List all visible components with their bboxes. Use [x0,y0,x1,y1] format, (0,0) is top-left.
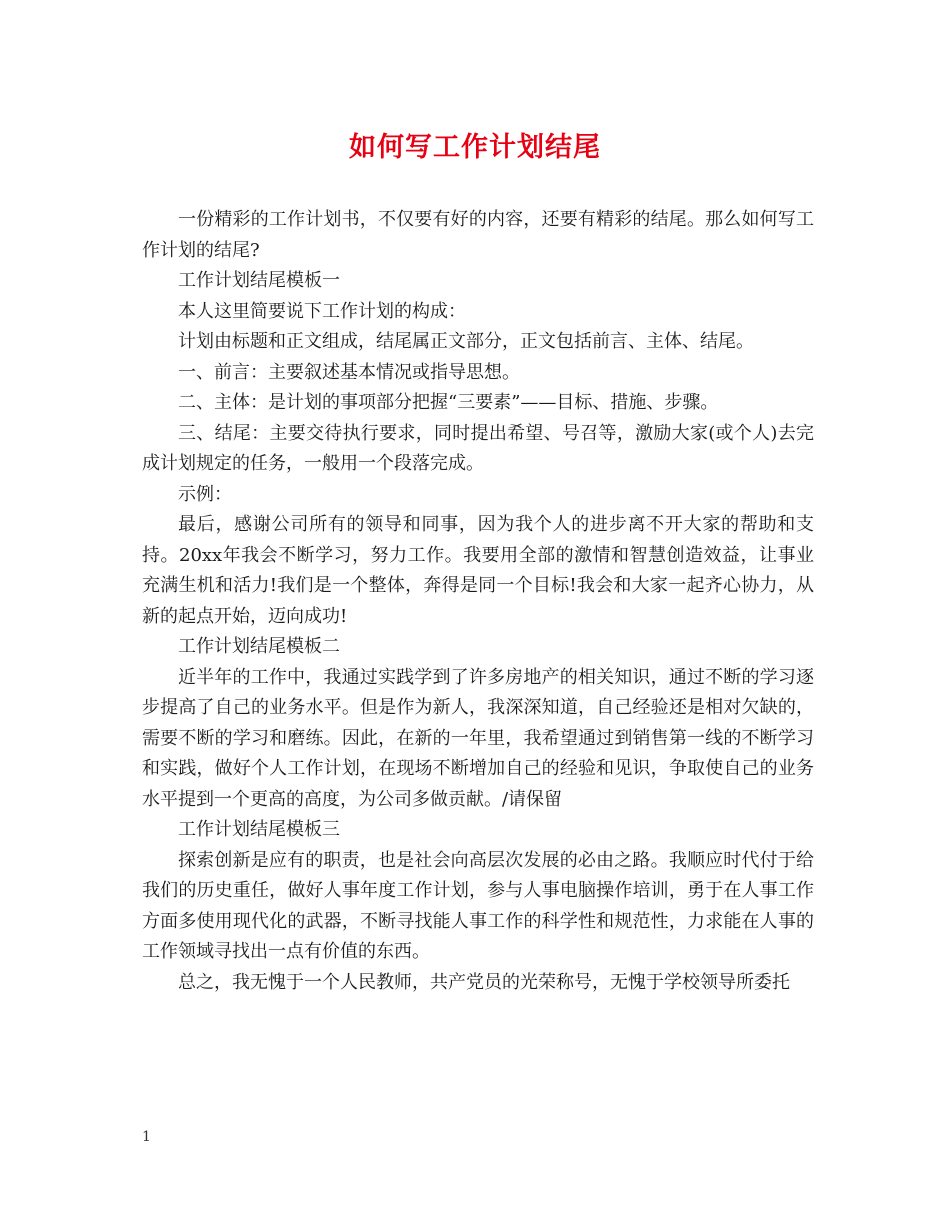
paragraph-intro: 一份精彩的工作计划书，不仅要有好的内容，还要有精彩的结尾。那么如何写工作计划的结尾? [142,209,814,261]
section-heading-template-2: 工作计划结尾模板二 [178,636,340,657]
page-title: 如何写工作计划结尾 [349,132,601,163]
section-heading-template-1: 工作计划结尾模板一 [178,270,340,291]
paragraph-template-3: 探索创新是应有的职责，也是社会向高层次发展的必由之路。我顺应时代付于给我们的历史重任，做好人事年度工作计划，参与人事电脑操作培训，勇于在人事工作方面多使用现代化的武器，不断寻找能人事工作的科学性和规范性，力求能在人事的工作领域寻找出一点有价值的东西。 [142,849,814,962]
paragraph: 计划由标题和正文组成，结尾属正文部分，正文包括前言、主体、结尾。 [178,331,754,352]
paragraph-template-2: 近半年的工作中，我通过实践学到了许多房地产的相关知识，通过不断的学习逐步提高了自己的业务水平。但是作为新人，我深深知道，自己经验还是相对欠缺的，需要不断的学习和磨练。因此，在新的一年里，我希望通过到销售第一线的不断学习和实践，做好个人工作计划，在现场不断增加自己的经验和见识，争取使自己的业务水平提到一个更高的高度，为公司多做贡献。/请保留 [142,666,814,810]
list-item-main-body: 二、主体：是计划的事项部分把握“三要素”——目标、措施、步骤。 [178,392,719,413]
list-item-ending: 三、结尾：主要交待执行要求，同时提出希望、号召等，激励大家(或个人)去完成计划规定的任务，一般用一个段落完成。 [142,422,814,474]
document-body [142,205,814,998]
paragraph: 本人这里简要说下工作计划的构成： [178,300,466,322]
example-label: 示例： [178,483,232,505]
section-heading-template-3: 工作计划结尾模板三 [178,819,340,840]
list-item-preface: 一、前言：主要叙述基本情况或指导思想。 [178,361,520,383]
paragraph-conclusion: 总之，我无愧于一个人民教师，共产党员的光荣称号，无愧于学校领导所委托 [178,971,790,993]
paragraph-example: 最后，感谢公司所有的领导和同事，因为我个人的进步离不开大家的帮助和支持。20xx年我会不断学习，努力工作。我要用全部的激情和智慧创造效益，让事业充满生机和活力!我们是一个整体，奔得是同一个目标!我会和大家一起齐心协力，从新的起点开始，迈向成功! [142,514,814,627]
page-number: 1 [142,1129,151,1145]
